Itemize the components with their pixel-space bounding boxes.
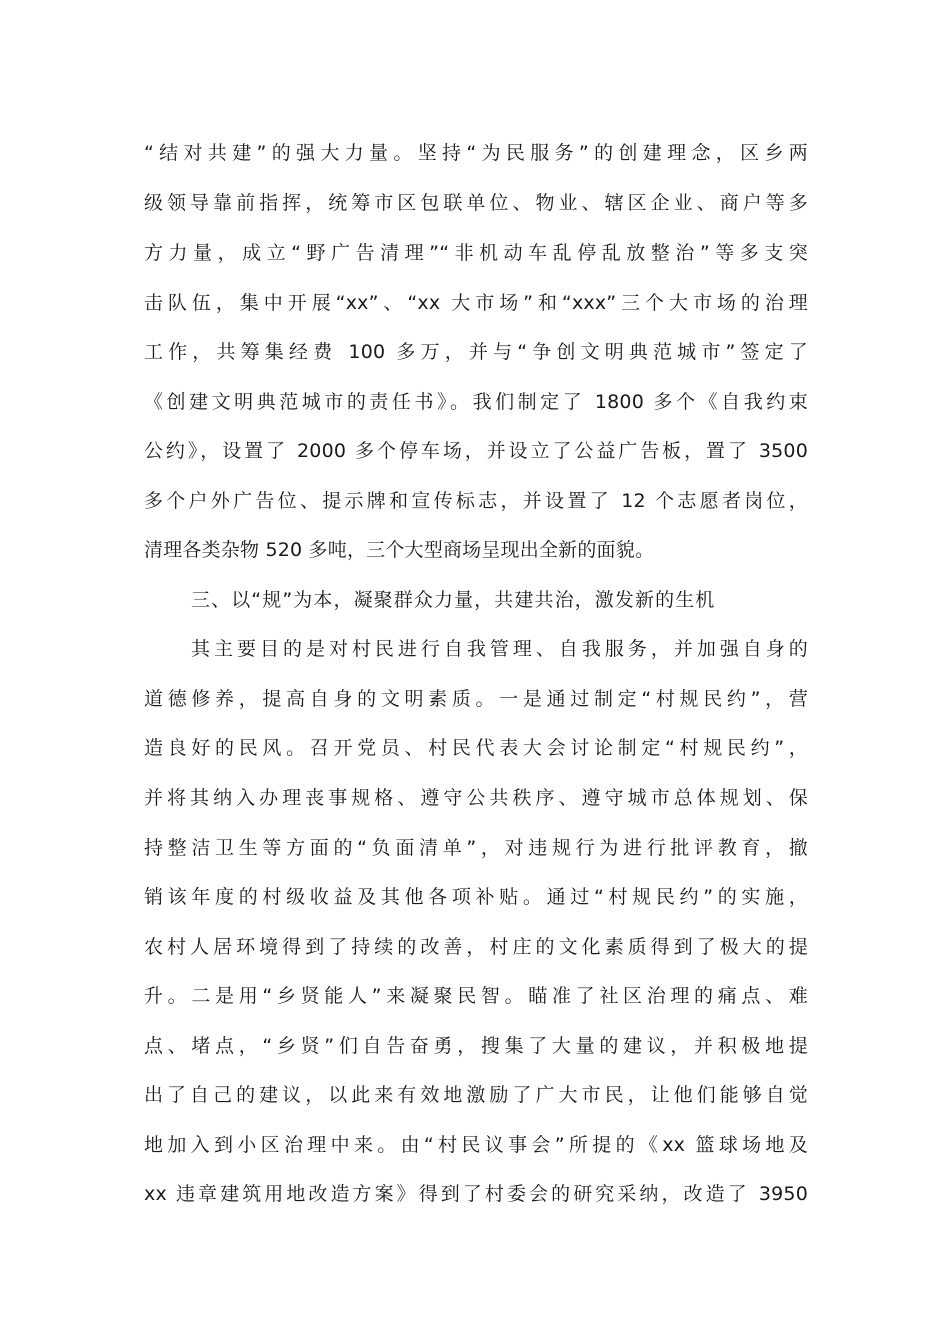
paragraph-2-line-12: xx 违章建筑用地改造方案》得到了村委会的研究采纳，改造了 3950 <box>144 1183 808 1205</box>
paragraph-1-line-6: 《创建文明典范城市的责任书》。我们制定了 1800 多个《自我约束 <box>144 391 808 413</box>
paragraph-2-line-6: 销该年度的村级收益及其他各项补贴。通过“村规民约”的实施， <box>144 886 808 908</box>
paragraph-1-line-1: “结对共建”的强大力量。坚持“为民服务”的创建理念，区乡两 <box>144 142 808 164</box>
paragraph-2-line-5: 持整洁卫生等方面的“负面清单”，对违规行为进行批评教育，撤 <box>144 837 808 859</box>
paragraph-2-line-11: 地加入到小区治理中来。由“村民议事会”所提的《xx 篮球场地及 <box>144 1134 808 1156</box>
paragraph-1-line-7: 公约》，设置了 2000 多个停车场，并设立了公益广告板，置了 3500 <box>144 440 808 462</box>
paragraph-1-line-9: 清理各类杂物 520 多吨，三个大型商场呈现出全新的面貌。 <box>144 539 655 561</box>
paragraph-1-line-2: 级领导靠前指挥，统筹市区包联单位、物业、辖区企业、商户等多 <box>144 192 808 214</box>
paragraph-1-line-4: 击队伍，集中开展“xx”、“xx 大市场”和“xxx”三个大市场的治理 <box>144 292 808 314</box>
section-heading-3: 三、以“规”为本，凝聚群众力量，共建共治，激发新的生机 <box>191 589 716 611</box>
paragraph-2-line-10: 出了自己的建议，以此来有效地激励了广大市民，让他们能够自觉 <box>144 1084 808 1106</box>
paragraph-2-line-9: 点、堵点，“乡贤”们自告奋勇，搜集了大量的建议，并积极地提 <box>144 1035 808 1057</box>
paragraph-2-line-2: 道德修养，提高自身的文明素质。一是通过制定“村规民约”，营 <box>144 688 808 710</box>
paragraph-2-line-1: 其主要目的是对村民进行自我管理、自我服务，并加强自身的 <box>191 638 808 660</box>
paragraph-1-line-8: 多个户外广告位、提示牌和宣传标志，并设置了 12 个志愿者岗位， <box>144 490 808 512</box>
paragraph-2-line-4: 并将其纳入办理丧事规格、遵守公共秩序、遵守城市总体规划、保 <box>144 787 808 809</box>
paragraph-2-line-8: 升。二是用“乡贤能人”来凝聚民智。瞄准了社区治理的痛点、难 <box>144 985 808 1007</box>
paragraph-1-line-3: 方力量，成立“野广告清理”“非机动车乱停乱放整治”等多支突 <box>144 242 808 264</box>
paragraph-2-line-7: 农村人居环境得到了持续的改善，村庄的文化素质得到了极大的提 <box>144 936 808 958</box>
paragraph-2-line-3: 造良好的民风。召开党员、村民代表大会讨论制定“村规民约”， <box>144 737 808 759</box>
paragraph-1-line-5: 工作，共筹集经费 100 多万，并与“争创文明典范城市”签定了 <box>144 341 808 363</box>
